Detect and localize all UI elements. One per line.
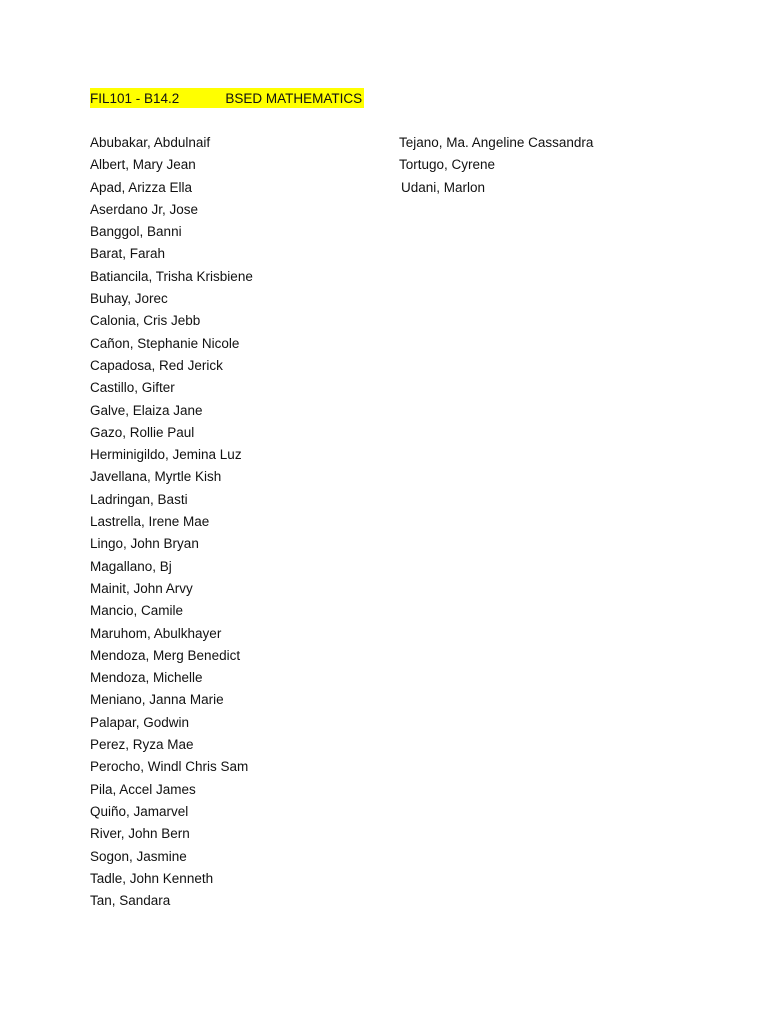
student-name: Tortugo, Cyrene — [399, 157, 496, 173]
student-name: Pila, Accel James — [90, 781, 196, 797]
student-name: Aserdano Jr, Jose — [90, 201, 199, 217]
student-name: Perocho, Windl Chris Sam — [90, 759, 249, 775]
student-name: Albert, Mary Jean — [90, 157, 196, 173]
student-name: Banggol, Banni — [90, 224, 182, 240]
student-list-left — [90, 132, 253, 912]
student-name: Maruhom, Abulkhayer — [90, 625, 222, 641]
class-header — [90, 88, 364, 108]
student-name: Tadle, John Kenneth — [90, 870, 214, 886]
student-name: Barat, Farah — [90, 246, 166, 262]
student-name: River, John Bern — [90, 826, 190, 842]
student-name: Mancio, Camile — [90, 603, 184, 619]
student-name: Abubakar, Abdulnaif — [90, 135, 211, 150]
student-name: Gazo, Rollie Paul — [90, 424, 195, 440]
student-name: Cañon, Stephanie Nicole — [90, 335, 240, 351]
student-name: Galve, Elaiza Jane — [90, 402, 203, 418]
student-name: Lastrella, Irene Mae — [90, 514, 210, 530]
student-name: Sogon, Jasmine — [90, 848, 187, 864]
student-name: Javellana, Myrtle Kish — [90, 469, 222, 485]
student-name: Tan, Sandara — [90, 893, 171, 909]
student-name: Castillo, Gifter — [90, 380, 175, 396]
student-name: Meniano, Janna Marie — [90, 692, 224, 708]
student-name: Apad, Arizza Ella — [90, 179, 193, 195]
student-name: Tejano, Ma. Angeline Cassandra — [399, 135, 594, 150]
student-list-right — [399, 132, 593, 199]
student-name: Palapar, Godwin — [90, 714, 190, 730]
student-name: Lingo, John Bryan — [90, 536, 199, 552]
student-name: Udani, Marlon — [401, 179, 486, 195]
student-name: Perez, Ryza Mae — [90, 737, 194, 753]
student-name: Calonia, Cris Jebb — [90, 313, 201, 329]
student-name: Quiño, Jamarvel — [90, 803, 189, 819]
student-name: Buhay, Jorec — [90, 291, 168, 307]
program-name: BSED MATHEMATICS — [225, 90, 363, 106]
student-name: Herminigildo, Jemina Luz — [90, 447, 242, 463]
student-name: Mendoza, Merg Benedict — [90, 647, 241, 663]
student-name: Magallano, Bj — [90, 558, 172, 574]
course-code: FIL101 - B14.2 — [90, 90, 180, 106]
student-name: Capadosa, Red Jerick — [90, 357, 223, 373]
student-name: Batiancila, Trisha Krisbiene — [90, 268, 253, 284]
student-name: Ladringan, Basti — [90, 491, 188, 507]
student-name: Mainit, John Arvy — [90, 580, 193, 596]
student-name: Mendoza, Michelle — [90, 670, 203, 686]
